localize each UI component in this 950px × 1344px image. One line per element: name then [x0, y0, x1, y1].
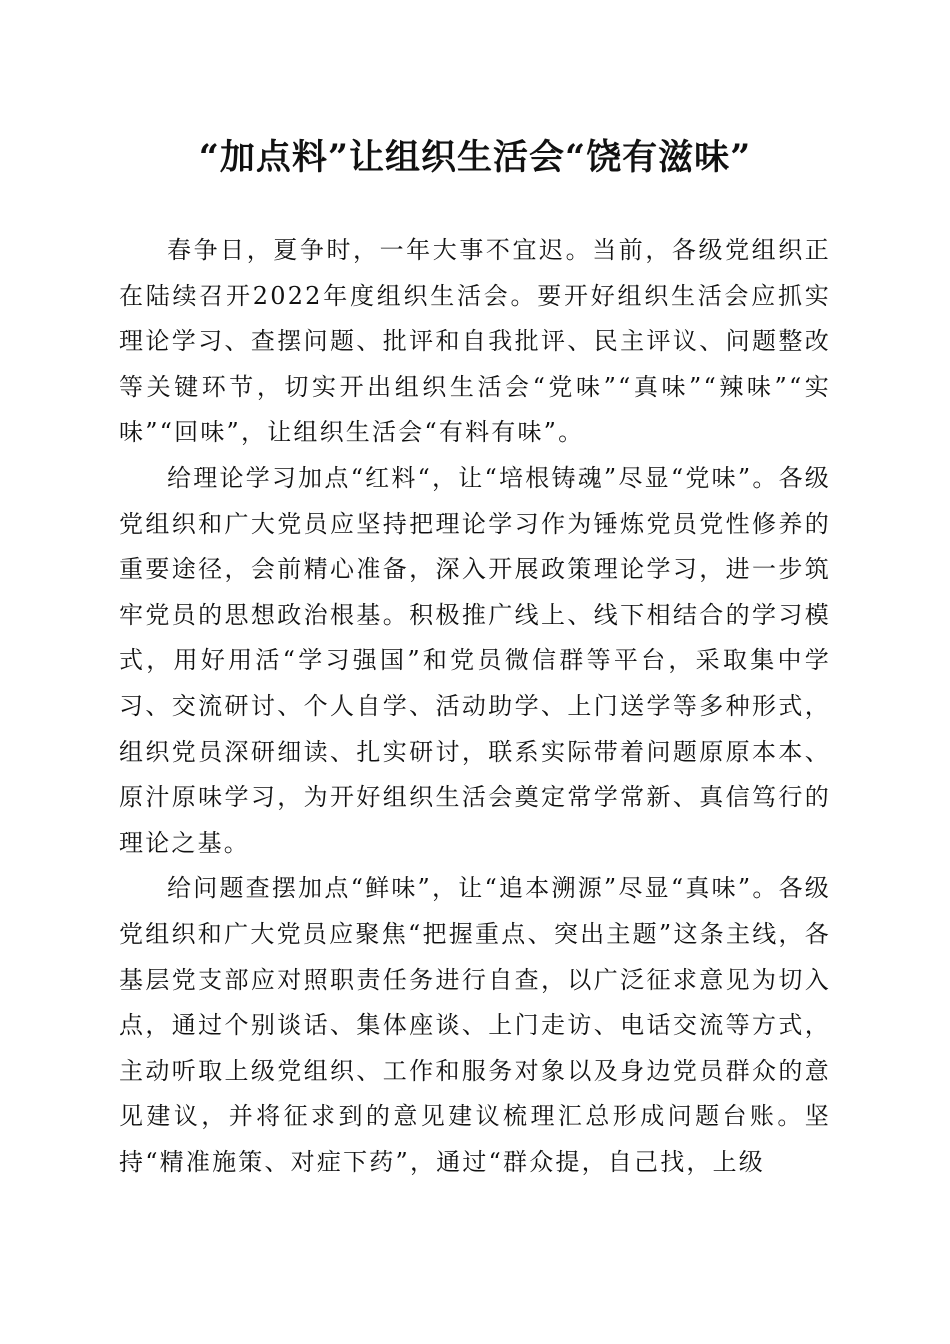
document-body: [119, 228, 831, 1185]
paragraph-intro: 春争日，夏争时，一年大事不宜迟。当前，各级党组织正在陆续召开2022年度组织生活会。要开好组织生活会应抓实理论学习、查摆问题、批评和自我批评、民主评议、问题整改等关键环节，切实开出组织生活会“党味”“真味”“辣味”“实味”“回味”，让组织生活会“有料有味”。: [119, 236, 831, 447]
paragraph-theory-study: 给理论学习加点“红料“，让“培根铸魂”尽显“党味”。各级党组织和广大党员应坚持把理论学习作为锤炼党员党性修养的重要途径，会前精心准备，深入开展政策理论学习，进一步筑牢党员的思想政治根基。积极推广线上、线下相结合的学习模式，用好用活“学习强国”和党员微信群等平台，采取集中学习、交流研讨、个人自学、活动助学、上门送学等多种形式，组织党员深研细读、扎实研讨，联系实际带着问题原原本本、原汁原味学习，为开好组织生活会奠定常学常新、真信笃行的理论之基。: [119, 463, 831, 857]
document-title: “加点料”让组织生活会“饶有滋味”: [198, 137, 752, 178]
paragraph-problem-finding: 给问题查摆加点“鲜味”，让“追本溯源”尽显“真味”。各级党组织和广大党员应聚焦“把握重点、突出主题”这条主线，各基层党支部应对照职责任务进行自查，以广泛征求意见为切入点，通过个别谈话、集体座谈、上门走访、电话交流等方式，主动听取上级党组织、工作和服务对象以及身边党员群众的意见建议，并将征求到的意见建议梳理汇总形成问题台账。坚持“精准施策、对症下药”，通过“群众提，自己找，上级: [119, 874, 831, 1176]
